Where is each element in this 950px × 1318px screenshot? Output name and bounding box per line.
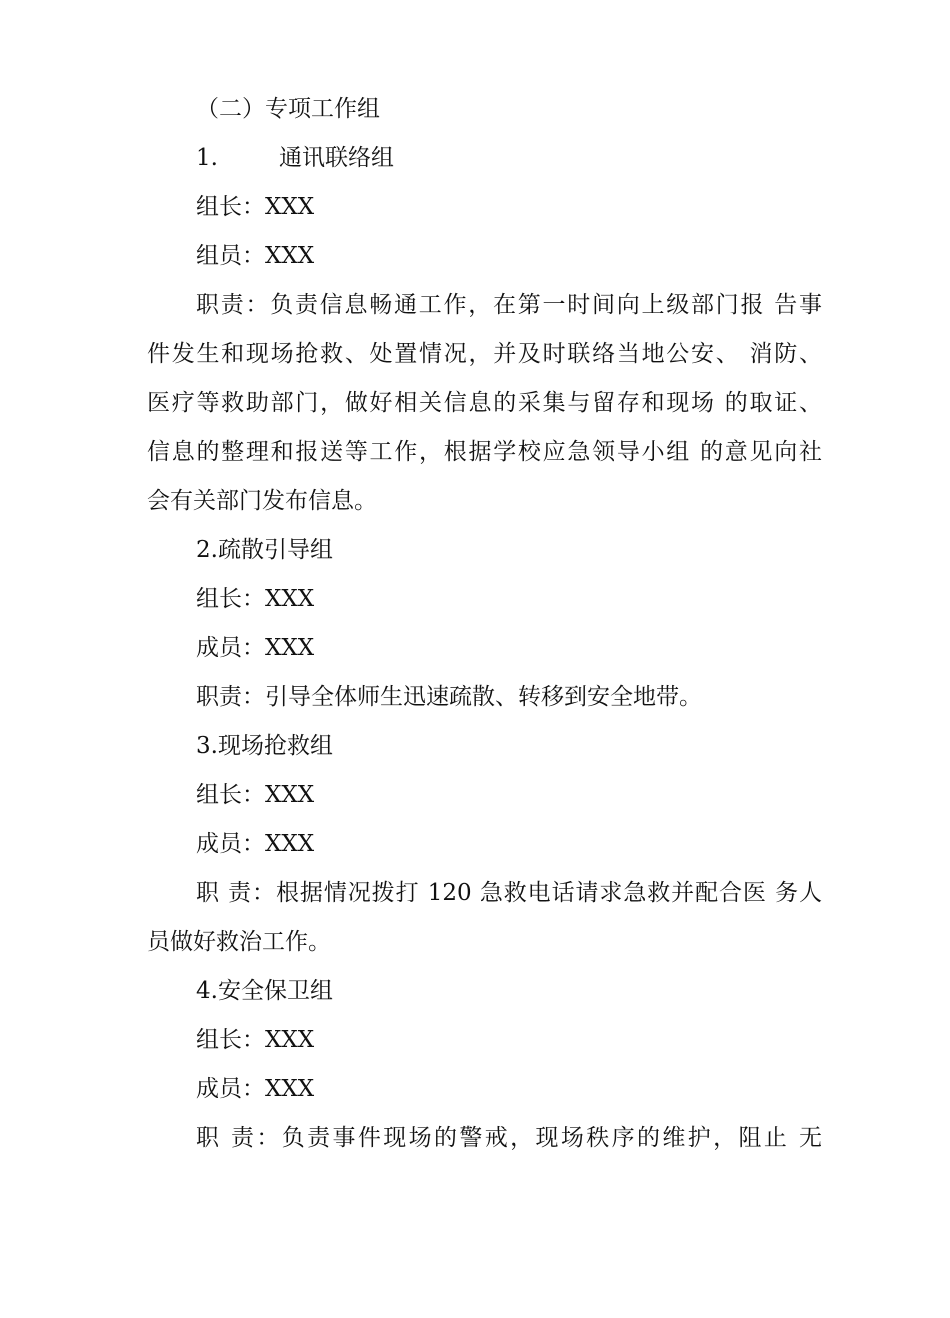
group3-members: 成员：XXX: [196, 831, 315, 857]
group4-members: 成员：XXX: [196, 1076, 315, 1102]
group1-duty-line-3: 医疗等救助部门，做好相关信息的采集与留存和现场 的取证、: [147, 390, 822, 416]
group1-duty-line-1: 职责：负责信息畅通工作，在第一时间向上级部门报 告事: [196, 292, 822, 318]
group1-duty-line-4: 信息的整理和报送等工作，根据学校应急领导小组 的意见向社: [147, 439, 822, 465]
group3-duty-line-2: 员做好救治工作。: [147, 929, 331, 955]
group3-leader: 组长：XXX: [196, 782, 315, 808]
group2-duty: 职责：引导全体师生迅速疏散、转移到安全地带。: [196, 684, 702, 710]
group1-members: 组员：XXX: [196, 243, 315, 269]
group2-leader: 组长：XXX: [196, 586, 315, 612]
group2-members: 成员：XXX: [196, 635, 315, 661]
group1-title: 通讯联络组: [278, 145, 394, 171]
group4-leader: 组长：XXX: [196, 1027, 315, 1053]
group1-duty-line-2: 件发生和现场抢救、处置情况，并及时联络当地公安、 消防、: [147, 341, 822, 367]
group4-duty-line-1: 职 责：负责事件现场的警戒，现场秩序的维护，阻止 无: [196, 1125, 822, 1151]
group4-heading: 4.安全保卫组: [196, 978, 333, 1004]
group1-duty-line-5: 会有关部门发布信息。: [147, 488, 377, 514]
group1-number: 1.: [196, 145, 218, 171]
group1-heading: [196, 134, 822, 183]
section-title: （二）专项工作组: [196, 96, 380, 122]
group2-heading: 2.疏散引导组: [196, 537, 333, 563]
group3-duty-line-1: 职 责：根据情况拨打 120 急救电话请求急救并配合医 务人: [196, 880, 822, 906]
group3-heading: 3.现场抢救组: [196, 733, 333, 759]
group1-leader: 组长：XXX: [196, 194, 315, 220]
